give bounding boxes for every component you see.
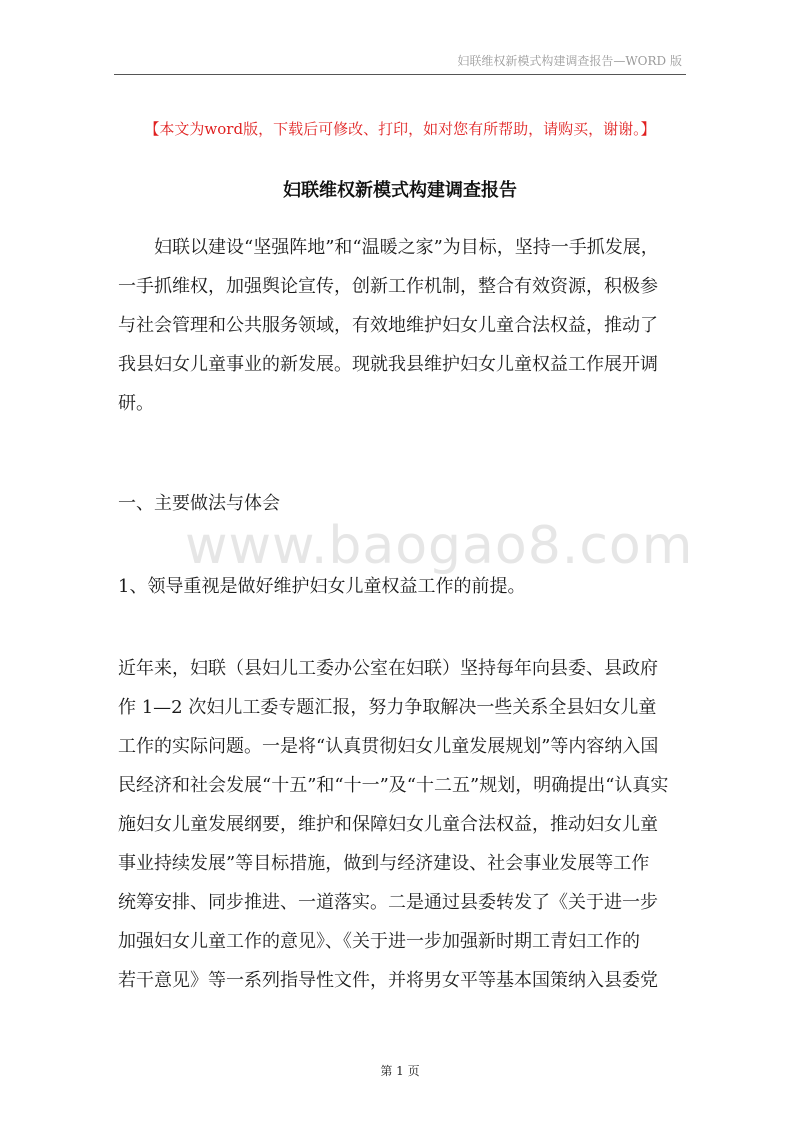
text-line: 研。 — [118, 393, 154, 414]
text-line: 妇联以建设“坚强阵地”和“温暖之家”为目标，坚持一手抓发展， — [118, 237, 659, 258]
watermark: www.baogao8.com — [185, 516, 694, 576]
text-line: 与社会管理和公共服务领域，有效地维护妇女儿童合法权益，推动了 — [118, 315, 658, 336]
text-line: 近年来，妇联（县妇儿工委办公室在妇联）坚持每年向县委、县政府 — [118, 658, 658, 679]
text-line: 一手抓维权，加强舆论宣传，创新工作机制，整合有效资源，积极参 — [118, 276, 658, 297]
section-heading: 一、主要做法与体会 — [118, 493, 280, 514]
text-line: 事业持续发展”等目标措施，做到与经济建设、社会事业发展等工作 — [118, 853, 650, 874]
text-line: 我县妇女儿童事业的新发展。现就我县维护妇女儿童权益工作展开调 — [118, 354, 658, 375]
subsection-heading: 1、领导重视是做好维护妇女儿童权益工作的前提。 — [118, 576, 526, 597]
text-line: 统筹安排、同步推进、一道落实。二是通过县委转发了《关于进一步 — [118, 892, 658, 913]
header-rule — [114, 74, 686, 75]
page-number: 第 1 页 — [380, 1064, 420, 1078]
text-line: 民经济和社会发展“十五”和“十一”及“十二五”规划，明确提出“认真实 — [118, 775, 669, 796]
text-line: 作 1—2 次妇儿工委专题汇报，努力争取解决一些关系全县妇女儿童 — [118, 697, 657, 718]
text-line: 若干意见》等一系列指导性文件，并将男女平等基本国策纳入县委党 — [118, 970, 658, 991]
body-paragraph — [118, 649, 686, 1000]
document-title: 妇联维权新模式构建调查报告 — [283, 180, 517, 201]
text-line: 加强妇女儿童工作的意见》、《关于进一步加强新时期工青妇工作的 — [118, 931, 640, 952]
text-line: 工作的实际问题。一是将“认真贯彻妇女儿童发展规划”等内容纳入国 — [118, 736, 659, 757]
text-line: 施妇女儿童发展纲要，维护和保障妇女儿童合法权益，推动妇女儿童 — [118, 814, 658, 835]
purchase-notice: 【本文为word版，下载后可修改、打印，如对您有所帮助，请购买，谢谢。】 — [144, 120, 656, 138]
running-header: 妇联维权新模式构建调查报告—WORD 版 — [457, 54, 682, 68]
intro-paragraph — [118, 228, 686, 423]
